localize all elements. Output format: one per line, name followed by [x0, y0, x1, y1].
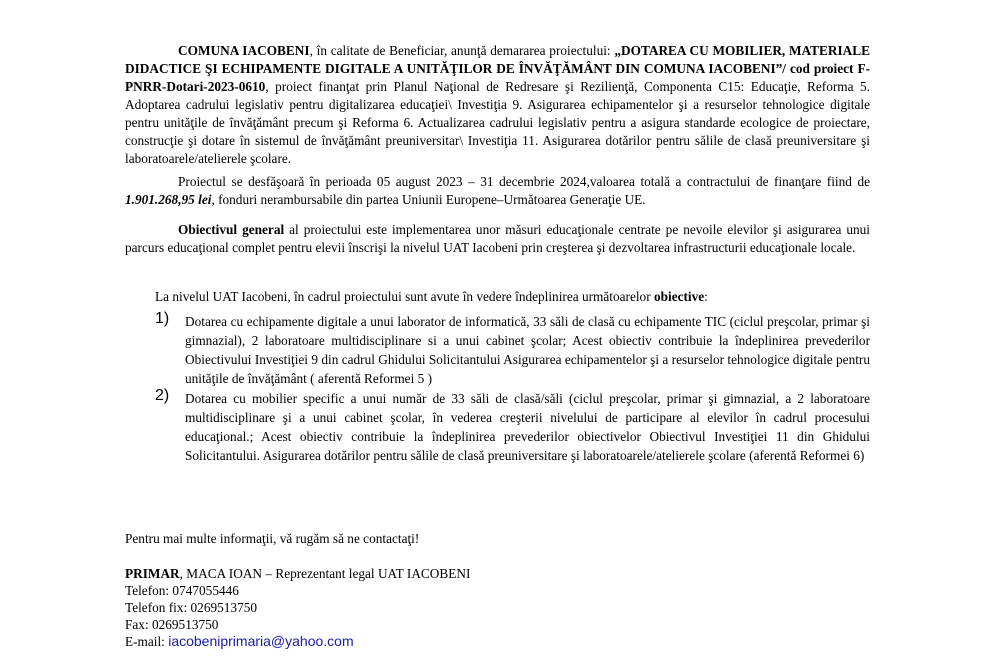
phone-fix-line: Telefon fix: 0269513750 — [125, 600, 258, 615]
period-text-1: Proiectul se desfăşoară în perioada 05 august 2023 – 31 decembrie 2024,valoarea totală a contractului de finanţare fiind de — [178, 174, 870, 189]
intro-text-2: , proiect finanţat prin Planul Naţional de Redresare şi Rezilienţă, Componenta C15: Educaţie, Reforma 5. Adoptarea cadrului legislativ pentru digitalizarea educaţiei\ Investiţia 9. Asigurarea echipamentelor şi a resurselor tehnologice digitale pentru unităţile de învăţământ precum şi Reforma 6. Actualizarea cadrului legislativ pentru a asigura standarde ecologice de proiectare, construcţie şi dotare în sistemul de învăţământ preuniversitar\ Investiţia 11. Asigurarea dotărilor pentru sălile de clasă preuniversitare şi laboratoarele/atelierele şcolare. — [125, 79, 870, 166]
period-paragraph — [125, 173, 870, 209]
mayor-name: , MACA IOAN – Reprezentant legal UAT IACOBENI — [179, 566, 471, 581]
mayor-line — [125, 565, 470, 582]
objective-number: 2) — [155, 387, 170, 404]
objectives-intro — [155, 288, 870, 306]
email-link[interactable]: iacobeniprimaria@yahoo.com — [168, 633, 354, 649]
period-text-2: , fonduri nerambursabile din partea Uniunii Europene–Următoarea Generaţie UE. — [211, 192, 646, 207]
objectives-intro-text: La nivelul UAT Iacobeni, în cadrul proiectului sunt avute în vedere îndeplinirea următoarelor — [155, 289, 654, 304]
general-objective-text: al proiectului este implementarea unor măsuri educaţionale centrate pe nevoile elevilor şi asigurarea unui parcurs educaţional complet pentru elevii înscrişi la nivelul UAT Iacobeni prin creşterea şi dezvoltarea infrastructurii educaţionale locale. — [125, 222, 871, 255]
email-line — [125, 633, 470, 650]
contact-block — [125, 565, 470, 650]
objective-text: Dotarea cu mobilier specific a unui număr de 33 săli de clasă/săli (ciclul preşcolar, primar şi gimnazial, a 2 laboratoare multidisciplinare şi a unui cabinet şcolar, în vederea creşterii nivelului de participare al elevilor în cadrul procesului educaţional.; Acest obiectiv contribuie la îndeplinirea prevederilor obiectivelor Obiectivul Investiţiei 11 din Ghidului Solicitantului. Asigurarea dotărilor pentru sălile de clasă preuniversitare şi laboratoarele/atelierele şcolare (aferentă Reformei 6) — [185, 391, 870, 463]
fax-line: Fax: 0269513750 — [125, 617, 219, 632]
objectives-colon: : — [704, 289, 708, 304]
objectives-word: obiective — [653, 289, 705, 304]
beneficiary-name: COMUNA IACOBENI — [178, 43, 310, 58]
project-title: „DOTAREA CU MOBILIER, MATERIALE DIDACTICE ŞI ECHIPAMENTE DIGITALE A UNITĂŢILOR DE ÎNVĂŢĂMÂNT DIN COMUNA IACOBENI”/ cod proiect F-PNRR-Dotari-2023-0610 — [125, 43, 871, 94]
email-label: E-mail: — [125, 634, 169, 649]
contract-value: 1.901.268,95 lei — [125, 192, 212, 207]
contact-intro: Pentru mai multe informaţii, vă rugăm să ne contactaţi! — [125, 531, 420, 546]
intro-paragraph — [125, 42, 870, 168]
objective-text: Dotarea cu echipamente digitale a unui laborator de informatică, 33 săli de clasă cu echipamente TIC (ciclul preşcolar, primar şi gimnazial), 2 laboratoare multidisciplinare si a unui cabinet şcolar; Acest obiectiv contribuie la îndeplinirea prevederilor Obiectivului Investiţiei 9 din cadrul Ghidului Solicitantului Asigurarea echipamentelor şi a resurselor tehnologice digitale pentru unităţile de învăţământ ( aferentă Reformei 5 ) — [185, 314, 870, 386]
phone-line: Telefon: 0747055446 — [125, 583, 239, 598]
mayor-role: PRIMAR — [125, 566, 180, 581]
intro-text-1: , în calitate de Beneficiar, anunţă demararea proiectului: — [309, 43, 615, 58]
general-objective-label: Obiectivul general — [178, 222, 285, 237]
general-objective-paragraph — [125, 221, 870, 257]
objective-number: 1) — [155, 310, 170, 327]
